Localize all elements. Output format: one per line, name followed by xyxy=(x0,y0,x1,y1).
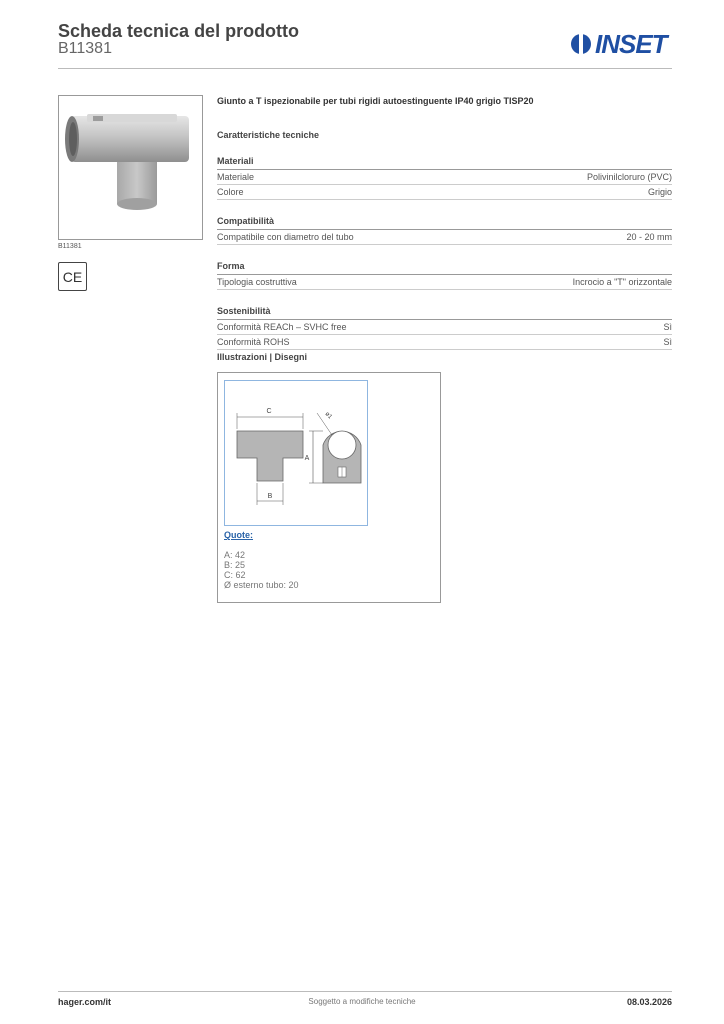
spec-value: Incrocio a "T" orizzontale xyxy=(572,277,672,287)
product-image xyxy=(58,95,203,240)
illustrations-heading: Illustrazioni | Disegni xyxy=(217,352,308,362)
dim-label-b: B xyxy=(267,493,273,500)
footer-divider xyxy=(58,991,672,992)
product-description: Giunto a T ispezionabile per tubi rigidi autoestinguente IP40 grigio TISP20 xyxy=(217,96,534,106)
spec-value: Polivinilcloruro (PVC) xyxy=(586,172,672,182)
spec-section-title: Sostenibilità xyxy=(217,306,672,320)
quote-item: A: 42 xyxy=(224,550,246,560)
spec-label: Compatibile con diametro del tubo xyxy=(217,232,354,242)
specs-heading: Caratteristiche tecniche xyxy=(217,130,320,140)
spec-label: Tipologia costruttiva xyxy=(217,277,297,287)
dim-label-c: C xyxy=(266,408,272,415)
brand-logo-icon xyxy=(570,33,592,55)
spec-label: Conformità ROHS xyxy=(217,337,290,347)
spec-section-materiali xyxy=(217,156,672,200)
illustrations-panel xyxy=(217,372,441,603)
spec-value: Sì xyxy=(663,322,672,332)
dim-label-a: A xyxy=(304,455,310,462)
footer-notice: Soggetto a modifiche tecniche xyxy=(308,997,416,1006)
spec-row xyxy=(217,170,672,185)
page-title: Scheda tecnica del prodotto xyxy=(58,21,300,41)
brand-logo-text: INSET xyxy=(595,29,667,59)
spec-row xyxy=(217,320,672,335)
ce-mark-icon: CE xyxy=(58,262,87,291)
header-divider xyxy=(58,68,672,69)
spec-row xyxy=(217,335,672,350)
spec-section-title: Materiali xyxy=(217,156,672,170)
footer-date: 08.03.2026 xyxy=(626,997,672,1007)
spec-label: Conformità REACh – SVHC free xyxy=(217,322,347,332)
spec-row xyxy=(217,275,672,290)
spec-value: 20 - 20 mm xyxy=(626,232,672,242)
quote-item: C: 62 xyxy=(224,570,246,580)
spec-section-sostenibilita xyxy=(217,306,672,350)
spec-label: Colore xyxy=(217,187,244,197)
spec-section-title: Forma xyxy=(217,261,672,275)
spec-row xyxy=(217,185,672,200)
quote-list xyxy=(224,550,299,590)
spec-section-title: Compatibilità xyxy=(217,216,672,230)
technical-drawing xyxy=(224,380,368,526)
spec-label: Materiale xyxy=(217,172,255,182)
spec-value: Sì xyxy=(663,337,672,347)
spec-row xyxy=(217,230,672,245)
spec-value: Grigio xyxy=(647,187,672,197)
brand-logo xyxy=(570,31,667,57)
quote-item: Ø esterno tubo: 20 xyxy=(224,580,299,590)
dim-label-diameter: ø1 xyxy=(323,411,333,421)
quote-heading: Quote: xyxy=(224,530,253,540)
spec-section-compatibilita xyxy=(217,216,672,245)
quote-item: B: 25 xyxy=(224,560,246,570)
product-code-heading: B11381 xyxy=(58,40,112,57)
specifications xyxy=(217,96,672,350)
product-image-caption: B11381 xyxy=(58,243,82,250)
spec-section-forma xyxy=(217,261,672,290)
footer-website-link[interactable]: hager.com/it xyxy=(58,997,112,1007)
